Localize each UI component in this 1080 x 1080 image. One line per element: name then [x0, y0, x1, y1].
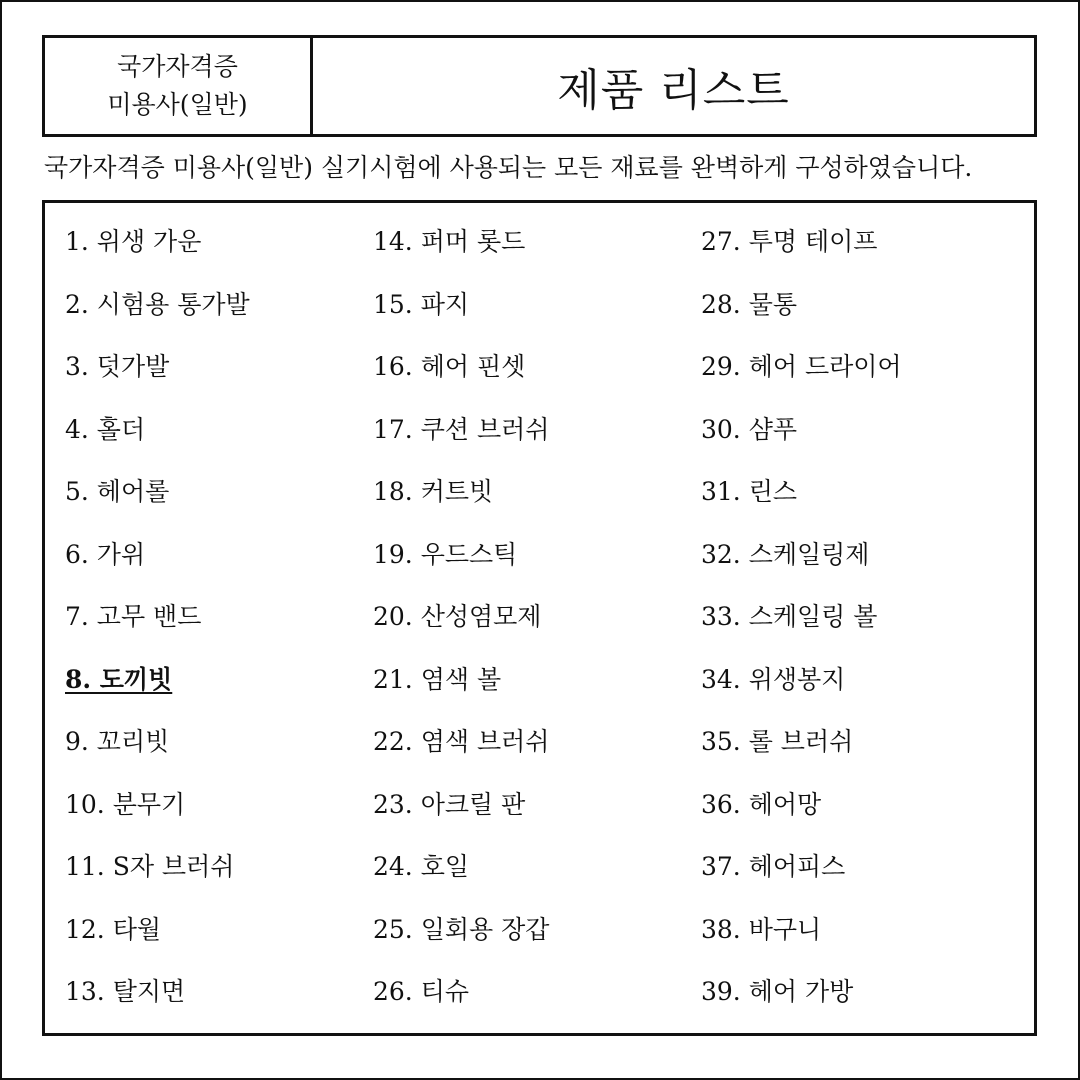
list-item: 24. 호일 — [373, 852, 470, 881]
list-item: 39. 헤어 가방 — [701, 977, 854, 1006]
list-item: 25. 일회용 장갑 — [373, 914, 550, 944]
list-item: 36. 헤어망 — [701, 789, 822, 819]
list-item: 12. 타월 — [65, 914, 162, 944]
list-item: 37. 헤어피스 — [701, 852, 846, 881]
list-item-highlighted: 8. 도끼빗 — [65, 664, 173, 694]
product-list — [42, 200, 1037, 1036]
product-column-3 — [701, 211, 902, 1024]
list-item: 31. 린스 — [701, 477, 798, 506]
list-item: 3. 덧가발 — [65, 352, 170, 381]
list-item: 18. 커트빗 — [373, 477, 494, 506]
list-item: 7. 고무 밴드 — [65, 602, 202, 631]
list-item: 22. 염색 브러쉬 — [373, 727, 550, 756]
list-item: 28. 물통 — [701, 289, 798, 319]
list-item: 16. 헤어 핀셋 — [373, 352, 526, 381]
product-column-1 — [65, 211, 250, 1024]
list-item: 33. 스케일링 볼 — [701, 602, 878, 631]
certification-line-2: 미용사(일반) — [107, 90, 248, 119]
list-item: 19. 우드스틱 — [373, 539, 518, 569]
list-item: 14. 퍼머 롯드 — [373, 227, 526, 256]
list-item: 10. 분무기 — [65, 789, 186, 819]
list-item: 34. 위생봉지 — [701, 664, 846, 694]
list-item: 6. 가위 — [65, 539, 146, 569]
page-title: 제품 리스트 — [557, 65, 790, 116]
header-table — [42, 35, 1037, 137]
list-item: 35. 롤 브러쉬 — [701, 727, 854, 756]
list-item: 23. 아크릴 판 — [373, 789, 526, 819]
list-item: 5. 헤어롤 — [65, 477, 170, 506]
product-column-2 — [373, 211, 549, 1024]
list-item: 26. 티슈 — [373, 977, 470, 1006]
certification-line-1: 국가자격증 — [117, 52, 238, 81]
list-item: 1. 위생 가운 — [65, 227, 202, 256]
list-item: 4. 홀더 — [65, 414, 146, 444]
certification-label — [45, 38, 313, 134]
description-text: 국가자격증 미용사(일반) 실기시험에 사용되는 모든 재료를 완벽하게 구성하였습니다. — [44, 153, 973, 182]
list-item: 27. 투명 테이프 — [701, 227, 878, 256]
list-item: 11. S자 브러쉬 — [65, 852, 235, 881]
list-item: 15. 파지 — [373, 289, 470, 319]
list-item: 2. 시험용 통가발 — [65, 289, 250, 319]
list-item: 38. 바구니 — [701, 914, 822, 944]
list-item: 30. 샴푸 — [701, 414, 798, 444]
list-item: 29. 헤어 드라이어 — [701, 352, 902, 381]
list-item: 17. 쿠션 브러쉬 — [373, 414, 550, 444]
list-item: 13. 탈지면 — [65, 977, 186, 1006]
list-item: 20. 산성염모제 — [373, 602, 542, 631]
list-item: 9. 꼬리빗 — [65, 727, 170, 756]
list-item: 21. 염색 볼 — [373, 664, 502, 694]
list-item: 32. 스케일링제 — [701, 539, 870, 569]
